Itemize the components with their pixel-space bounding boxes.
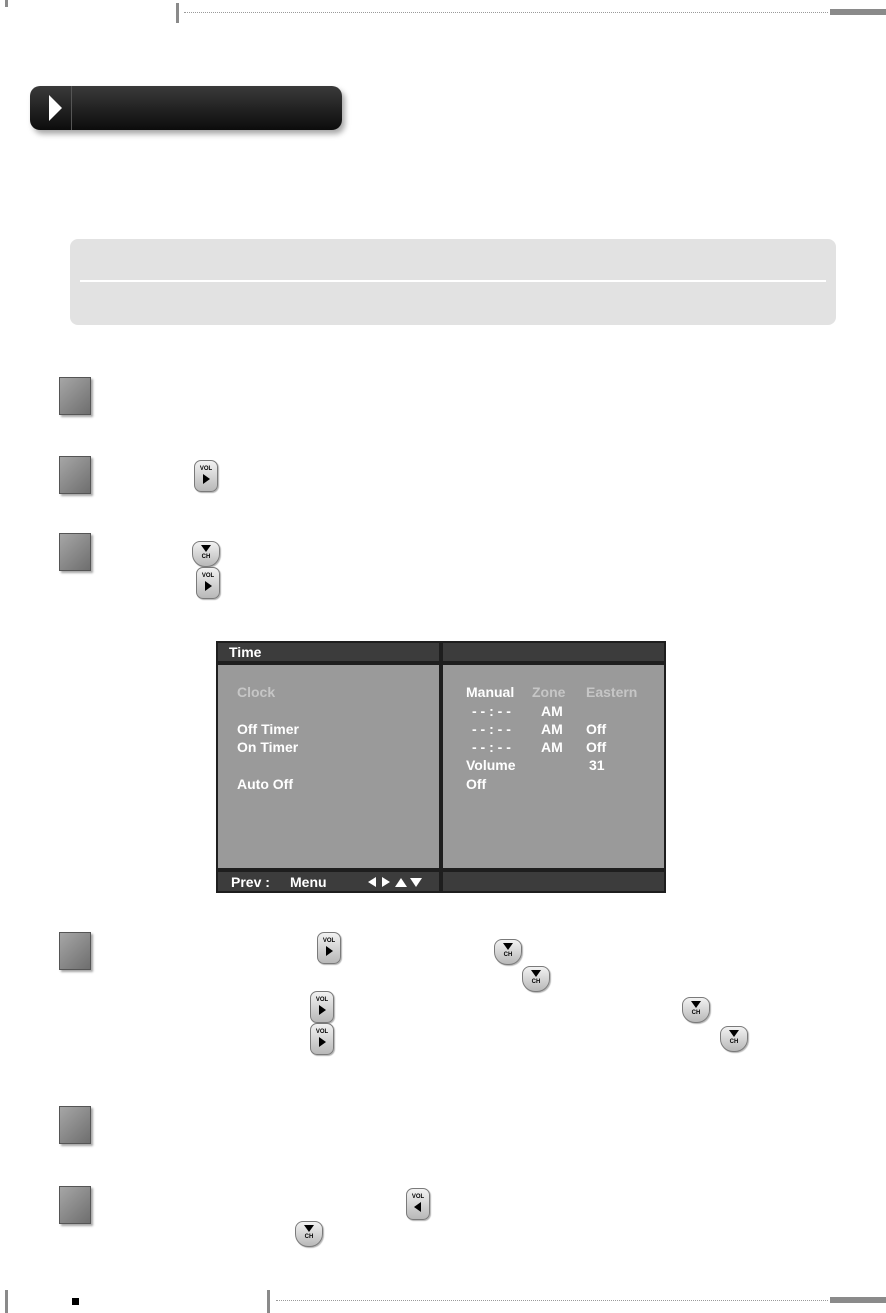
key-label: CH [691,1010,701,1016]
on-timer-time: - - : - - [472,739,511,755]
section-title-tab [30,86,342,130]
osd-title-bar-right [443,643,664,661]
key-label: VOL [322,938,336,944]
key-label: VOL [411,1194,425,1200]
footer-left-tick [5,1290,8,1313]
zone-label: Zone [532,684,566,700]
key-label: CH [531,979,541,985]
right-arrow-icon [382,877,390,887]
volume-value: 31 [589,757,605,773]
tab-separator [71,86,72,130]
footer-end-bar [830,1297,886,1303]
osd-footer-prev: Prev : [231,874,270,890]
step-marker-4 [59,932,91,970]
vol-right-key-icon [310,1023,334,1055]
off-timer-state: Off [586,721,607,737]
off-timer-time: - - : - - [472,721,511,737]
osd-item-off-timer[interactable]: Off Timer [237,721,299,737]
left-arrow-icon [368,877,376,887]
key-label: CH [201,554,211,560]
step-marker-2 [59,456,91,494]
header-divider-tick [176,3,179,23]
auto-off-value: Off [466,776,487,792]
header-end-bar [830,9,886,15]
header-left-tick [5,0,8,7]
clock-ampm: AM [541,703,563,719]
up-arrow-icon [395,878,407,887]
vol-left-key-icon [406,1188,430,1220]
ch-down-key-icon [682,997,710,1023]
vol-right-key-icon [194,460,218,492]
clock-time: - - : - - [472,703,511,719]
key-label: CH [503,952,513,958]
key-label: VOL [199,466,213,472]
on-timer-state: Off [586,739,607,755]
ch-down-key-icon [720,1026,748,1052]
on-timer-ampm: AM [541,739,563,755]
key-label: VOL [201,573,215,579]
key-label: CH [304,1234,314,1240]
note-box [70,239,836,325]
step-marker-1 [59,377,91,415]
step-marker-6 [59,1186,91,1224]
off-timer-ampm: AM [541,721,563,737]
time-osd-menu [216,641,666,893]
volume-label: Volume [466,757,516,773]
vol-right-key-icon [310,991,334,1023]
ch-down-key-icon [494,939,522,965]
ch-down-key-icon [192,541,220,567]
key-label: VOL [315,1029,329,1035]
play-arrow-icon [49,95,62,121]
key-label: CH [729,1039,739,1045]
zone-value: Eastern [586,684,638,700]
vol-right-key-icon [317,932,341,964]
osd-item-on-timer[interactable]: On Timer [237,739,299,755]
osd-item-clock[interactable]: Clock [237,684,276,700]
footer-divider-tick [267,1290,270,1313]
ch-down-key-icon [522,966,550,992]
step-marker-5 [59,1106,91,1144]
step-marker-3 [59,533,91,571]
key-label: VOL [315,997,329,1003]
osd-item-auto-off[interactable]: Auto Off [237,776,293,792]
osd-footer-bar-right [443,872,664,891]
footer-dotted-rule [276,1300,828,1301]
down-arrow-icon [410,878,422,887]
clock-mode: Manual [466,684,515,700]
osd-footer-menu: Menu [290,874,327,890]
osd-title: Time [229,644,262,660]
footer-bullet [72,1298,79,1305]
vol-right-key-icon [196,567,220,599]
header-dotted-rule [184,12,828,13]
note-box-divider [80,280,826,282]
ch-down-key-icon [295,1221,323,1247]
